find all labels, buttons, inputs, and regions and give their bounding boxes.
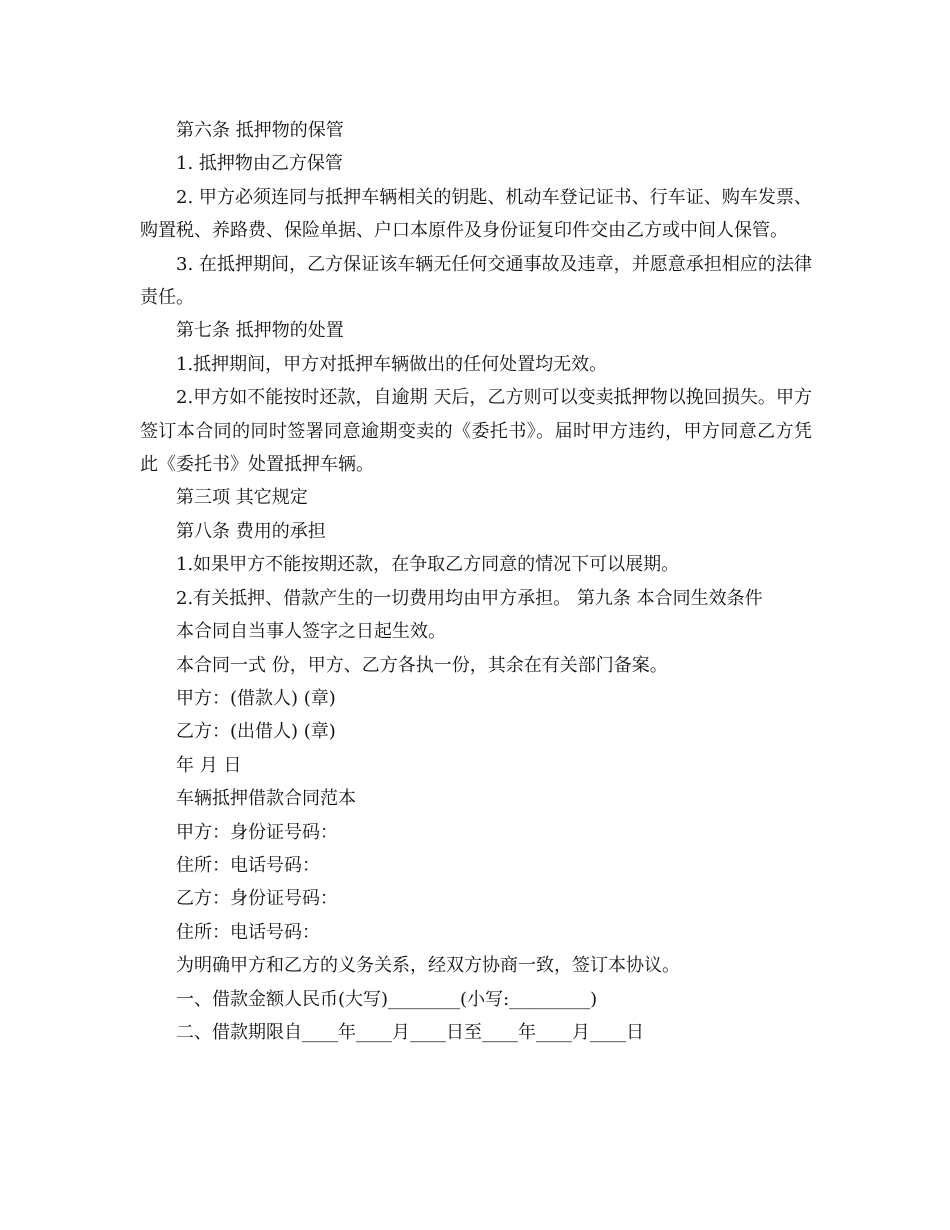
party-a-signature: 甲方：(借款人) (章) (176, 687, 336, 709)
section-3-heading: 第三项 其它规定 (176, 487, 308, 509)
effective-clause: 本合同自当事人签字之日起生效。 (176, 621, 446, 643)
party-b-address-line: 住所：电话号码： (176, 921, 320, 943)
party-b-signature: 乙方：(出借人) (章) (176, 721, 336, 743)
loan-amount-line: 一、借款金额人民币(大写)________(小写:_________) (176, 988, 598, 1010)
article-6-clause-3: 3. 在抵押期间，乙方保证该车辆无任何交通事故及违章，并愿意承担相应的法律责任。 (140, 253, 812, 309)
document-body (140, 114, 812, 1049)
article-8-clause-2: 2.有关抵押、借款产生的一切费用均由甲方承担。 第九条 本合同生效条件 (176, 587, 763, 609)
loan-term-line: 二、借款期限自____年____月____日至____年____月____日 (176, 1021, 644, 1043)
party-a-address-line: 住所：电话号码： (176, 854, 320, 876)
article-6-clause-2: 2. 甲方必须连同与抵押车辆相关的钥匙、机动车登记证书、行车证、购车发票、购置税、养路费、保险单据、户口本原件及身份证复印件交由乙方或中间人保管。 (140, 186, 812, 242)
article-7-heading: 第七条 抵押物的处置 (176, 320, 344, 342)
article-7-clause-2: 2.甲方如不能按时还款，自逾期 天后，乙方则可以变卖抵押物以挽回损失。甲方签订本合同的同时签署同意逾期变卖的《委托书》。届时甲方违约，甲方同意乙方凭此《委托书》处置抵押车辆。 (140, 387, 812, 476)
agreement-preamble: 为明确甲方和乙方的义务关系，经双方协商一致，签订本协议。 (176, 955, 680, 977)
template-title: 车辆抵押借款合同范本 (176, 788, 356, 810)
article-7-clause-1: 1.抵押期间，甲方对抵押车辆做出的任何处置均无效。 (176, 353, 608, 375)
article-8-heading: 第八条 费用的承担 (176, 520, 326, 542)
party-b-id-line: 乙方：身份证号码： (176, 888, 338, 910)
signature-date: 年 月 日 (176, 754, 242, 776)
party-a-id-line: 甲方：身份证号码： (176, 821, 338, 843)
article-8-clause-1: 1.如果甲方不能按期还款，在争取乙方同意的情况下可以展期。 (176, 554, 680, 576)
article-6-clause-1: 1. 抵押物由乙方保管 (176, 153, 343, 175)
article-6-heading: 第六条 抵押物的保管 (176, 120, 344, 141)
copies-clause: 本合同一式 份，甲方、乙方各执一份，其余在有关部门备案。 (176, 654, 668, 676)
